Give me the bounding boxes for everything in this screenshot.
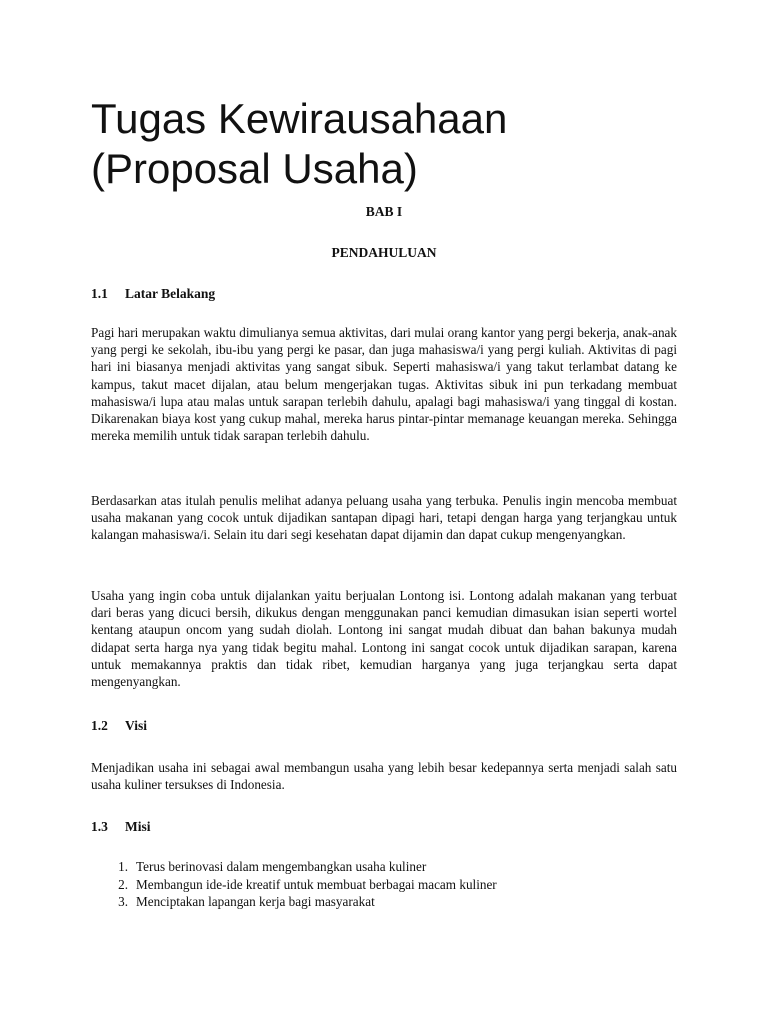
section-title: Misi [125,819,151,834]
paragraph-visi: Menjadikan usaha ini sebagai awal membangun usaha yang lebih besar kedepannya serta menjadi salah satu usaha kuliner tersukses di Indonesia. [91,760,677,793]
document-title [91,94,691,194]
section-heading-visi [91,718,147,734]
list-item [91,858,497,876]
section-number: 1.3 [91,819,108,834]
section-title: Visi [125,718,148,733]
list-item-text: Membangun ide-ide kreatif untuk membuat berbagai macam kuliner [136,876,497,892]
list-item-number: 3. [118,894,128,909]
chapter-label: BAB I [365,204,403,219]
list-item [91,893,497,911]
list-item-text: Terus berinovasi dalam mengembangkan usaha kuliner [136,859,427,874]
title-line-2: (Proposal Usaha) [91,145,418,192]
chapter-name: PENDAHULUAN [331,245,437,260]
paragraph-latar-belakang-1: Pagi hari merupakan waktu dimulianya semua aktivitas, dari mulai orang kantor yang pergi bekerja, anak-anak yang pergi ke sekolah, ibu-ibu yang pergi ke pasar, dan juga mahasiswa/i yang pergi kuliah. Aktivitas di pagi hari ini biasanya menjadi aktivitas yang sangat sibuk. Seperti mahasiswa/i yang takut terlambat datang ke kampus, takut macet dijalan, atau belum mengerjakan tugas. Aktivitas sibuk ini pun terkadang membuat mahasiswa/i lupa atau malas untuk sarapan terlebih dahulu, apalagi bagi mahasiswa/i yang tinggal di kostan. Dikarenakan biaya kost yang cukup mahal, mereka harus pintar-pintar memanage keuangan mereka. Sehingga mereka memilih untuk tidak sarapan terlebih dahulu. [91,325,677,444]
list-item-text: Menciptakan lapangan kerja bagi masyarakat [136,894,375,909]
list-item-number: 1. [118,859,128,874]
paragraph-latar-belakang-2: Berdasarkan atas itulah penulis melihat adanya peluang usaha yang terbuka. Penulis ingin mencoba membuat usaha makanan yang cocok untuk dijadikan santapan dipagi hari, tetapi dengan harga yang terjangkau untuk kalangan mahasiswa/i. Selain itu dari segi kesehatan dapat dijamin dan dapat cukup mengenyangkan. [91,493,677,543]
list-item [91,876,497,894]
paragraph-latar-belakang-3: Usaha yang ingin coba untuk dijalankan yaitu berjualan Lontong isi. Lontong adalah makanan yang terbuat dari beras yang dicuci bersih, dikukus dengan menggunakan panci kemudian dimasukan isian seperti wortel kentang ataupun oncom yang sudah diolah. Lontong ini sangat mudah dibuat dan bahan bakunya mudah didapat serta harga nya yang tidak begitu mahal. Lontong ini sangat cocok untuk dijadikan sarapan, karena untuk memakannya praktis dan tidak ribet, kemudian harganya yang juga terjangkau serta dapat mengenyangkan. [91,588,677,690]
section-number: 1.1 [91,286,108,301]
section-number: 1.2 [91,718,108,733]
section-heading-latar-belakang [91,286,215,302]
misi-list [91,858,497,911]
section-title: Latar Belakang [125,286,216,301]
list-item-number: 2. [118,876,128,892]
title-line-1: Tugas Kewirausahaan [91,95,508,142]
section-heading-misi [91,819,151,835]
